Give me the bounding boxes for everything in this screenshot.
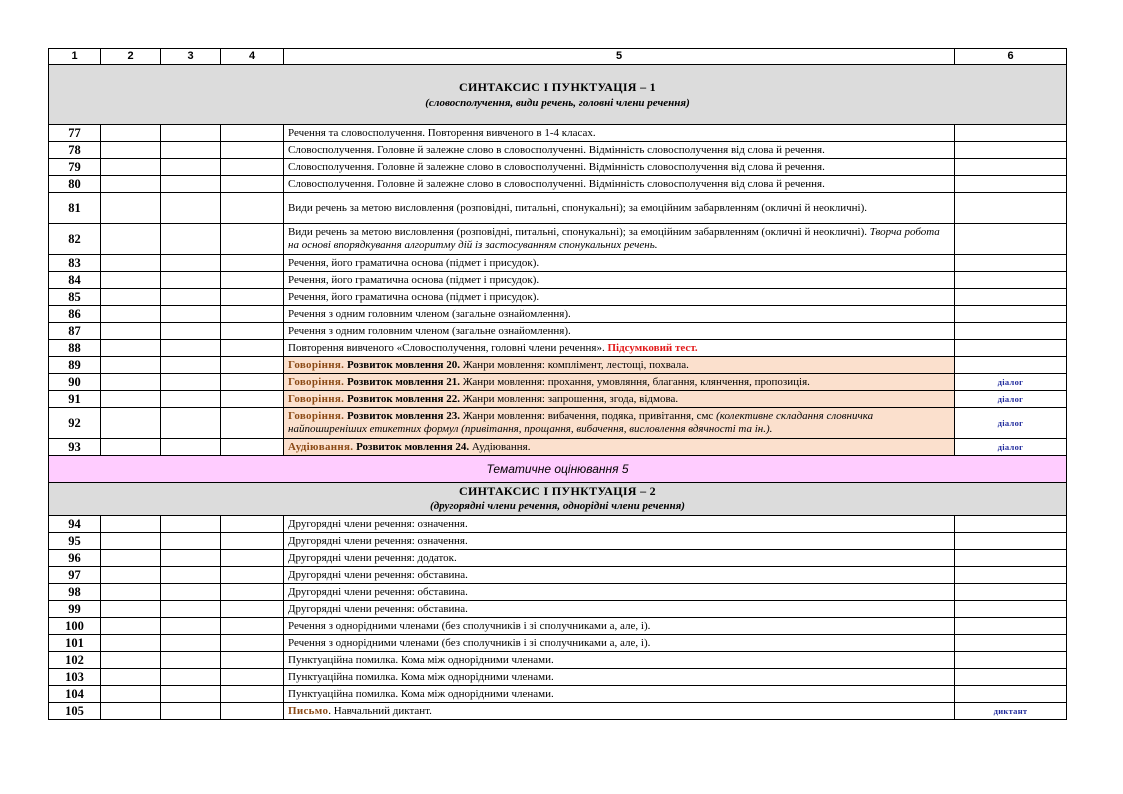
table-row <box>49 159 1067 176</box>
speech-development-label: Розвиток мовлення 20. <box>346 358 460 371</box>
lesson-topic <box>284 340 955 357</box>
lesson-number: 95 <box>49 533 101 550</box>
empty-cell <box>221 340 284 357</box>
empty-cell <box>101 703 161 720</box>
lesson-topic: Речення з однорідними членами (без сполучників і зі сполучниками а, але, і). <box>284 635 955 652</box>
empty-cell <box>161 374 221 391</box>
activity-type: Аудіювання. <box>288 440 354 453</box>
empty-cell <box>161 193 221 224</box>
empty-cell <box>221 306 284 323</box>
lesson-topic: Словосполучення. Головне й залежне слово в словосполученні. Відмінність словосполучення від слова й речення. <box>284 176 955 193</box>
table-row <box>49 686 1067 703</box>
notes-cell <box>955 584 1067 601</box>
lesson-number: 93 <box>49 439 101 456</box>
lesson-topic <box>284 224 955 255</box>
empty-cell <box>221 374 284 391</box>
topic-text: Жанри мовлення: прохання, умовляння, благання, клянчення, пропозиція. <box>462 375 810 388</box>
thematic-assessment: Тематичне оцінювання 5 <box>49 456 1067 483</box>
lesson-number: 84 <box>49 272 101 289</box>
lesson-number: 102 <box>49 652 101 669</box>
notes-cell <box>955 669 1067 686</box>
curriculum-table <box>48 48 1067 720</box>
lesson-topic <box>284 391 955 408</box>
header-row <box>49 49 1067 65</box>
lesson-number: 91 <box>49 391 101 408</box>
topic-italic: (колективне складання словничка найпоширеніших етикетних формул (привітання, прощання, вибачення, висловлення вдячності та ін.). <box>288 410 874 435</box>
section-title: СИНТАКСИС І ПУНКТУАЦІЯ – 1 <box>459 79 656 94</box>
notes-cell <box>955 272 1067 289</box>
empty-cell <box>161 255 221 272</box>
column-header: 3 <box>161 49 221 65</box>
notes-cell <box>955 601 1067 618</box>
empty-cell <box>221 193 284 224</box>
lesson-topic <box>284 703 955 720</box>
empty-cell <box>101 340 161 357</box>
section-subtitle: (словосполучення, види речень, головні члени речення) <box>425 96 690 109</box>
table-row <box>49 323 1067 340</box>
table-row <box>49 374 1067 391</box>
table-row <box>49 533 1067 550</box>
lesson-topic: Другорядні члени речення: означення. <box>284 533 955 550</box>
notes-cell <box>955 357 1067 374</box>
empty-cell <box>221 289 284 306</box>
empty-cell <box>221 357 284 374</box>
table-row <box>49 635 1067 652</box>
section-title: СИНТАКСИС І ПУНКТУАЦІЯ – 2 <box>459 484 656 498</box>
empty-cell <box>101 193 161 224</box>
empty-cell <box>101 686 161 703</box>
table-row <box>49 567 1067 584</box>
table-row <box>49 439 1067 456</box>
topic-text: Види речень за метою висловлення (розповідні, питальні, спонукальні); за емоційним забарвленням (окличні й неокличні). <box>288 226 868 238</box>
empty-cell <box>161 408 221 439</box>
lesson-topic <box>284 374 955 391</box>
lesson-number: 101 <box>49 635 101 652</box>
empty-cell <box>101 439 161 456</box>
empty-cell <box>161 533 221 550</box>
empty-cell <box>221 142 284 159</box>
empty-cell <box>161 618 221 635</box>
empty-cell <box>101 159 161 176</box>
lesson-number: 99 <box>49 601 101 618</box>
table-row <box>49 255 1067 272</box>
empty-cell <box>161 601 221 618</box>
empty-cell <box>101 391 161 408</box>
lesson-number: 81 <box>49 193 101 224</box>
lesson-topic: Речення та словосполучення. Повторення вивченого в 1-4 класах. <box>284 125 955 142</box>
table-row <box>49 408 1067 439</box>
lesson-number: 77 <box>49 125 101 142</box>
empty-cell <box>221 159 284 176</box>
activity-type: Говоріння. <box>288 358 345 371</box>
lesson-topic: Другорядні члени речення: обставина. <box>284 601 955 618</box>
notes-cell: діалог <box>955 391 1067 408</box>
lesson-number: 94 <box>49 516 101 533</box>
empty-cell <box>161 289 221 306</box>
table-row <box>49 176 1067 193</box>
empty-cell <box>161 272 221 289</box>
empty-cell <box>101 357 161 374</box>
section-header-row <box>49 65 1067 125</box>
notes-cell <box>955 618 1067 635</box>
notes-cell <box>955 516 1067 533</box>
lesson-number: 79 <box>49 159 101 176</box>
section-header <box>49 483 1067 516</box>
activity-type: Говоріння. <box>288 392 345 405</box>
empty-cell <box>101 516 161 533</box>
lesson-number: 103 <box>49 669 101 686</box>
notes-cell <box>955 652 1067 669</box>
lesson-topic <box>284 439 955 456</box>
empty-cell <box>161 550 221 567</box>
empty-cell <box>221 125 284 142</box>
empty-cell <box>221 567 284 584</box>
table-row <box>49 193 1067 224</box>
lesson-topic: Речення з одним головним членом (загальне ознайомлення). <box>284 323 955 340</box>
table-row <box>49 306 1067 323</box>
lesson-number: 90 <box>49 374 101 391</box>
empty-cell <box>161 142 221 159</box>
empty-cell <box>101 176 161 193</box>
table-row <box>49 618 1067 635</box>
notes-cell <box>955 550 1067 567</box>
empty-cell <box>221 323 284 340</box>
table-row <box>49 703 1067 720</box>
empty-cell <box>161 340 221 357</box>
empty-cell <box>221 652 284 669</box>
lesson-number: 89 <box>49 357 101 374</box>
lesson-number: 88 <box>49 340 101 357</box>
lesson-topic: Речення з однорідними членами (без сполучників і зі сполучниками а, але, і). <box>284 618 955 635</box>
column-header: 4 <box>221 49 284 65</box>
empty-cell <box>161 584 221 601</box>
notes-cell <box>955 142 1067 159</box>
lesson-number: 82 <box>49 224 101 255</box>
notes-cell <box>955 224 1067 255</box>
notes-cell <box>955 125 1067 142</box>
lesson-topic: Види речень за метою висловлення (розповідні, питальні, спонукальні); за емоційним забарвленням (окличні й неокличні). <box>284 193 955 224</box>
lesson-topic <box>284 408 955 439</box>
empty-cell <box>101 374 161 391</box>
empty-cell <box>221 176 284 193</box>
lesson-topic: Другорядні члени речення: обставина. <box>284 584 955 601</box>
notes-cell <box>955 635 1067 652</box>
empty-cell <box>221 439 284 456</box>
topic-text: Повторення вивченого «Словосполучення, головні члени речення». <box>288 341 605 354</box>
lesson-number: 83 <box>49 255 101 272</box>
empty-cell <box>161 125 221 142</box>
empty-cell <box>221 635 284 652</box>
empty-cell <box>161 686 221 703</box>
speech-development-label: Розвиток мовлення 21. <box>346 375 460 388</box>
lesson-topic: Речення, його граматична основа (підмет і присудок). <box>284 289 955 306</box>
empty-cell <box>101 224 161 255</box>
topic-text: . Навчальний диктант. <box>328 704 432 717</box>
empty-cell <box>161 652 221 669</box>
thematic-assessment-row <box>49 456 1067 483</box>
empty-cell <box>101 289 161 306</box>
empty-cell <box>161 159 221 176</box>
lesson-topic: Словосполучення. Головне й залежне слово в словосполученні. Відмінність словосполучення від слова й речення. <box>284 142 955 159</box>
empty-cell <box>101 306 161 323</box>
notes-cell <box>955 159 1067 176</box>
lesson-topic: Словосполучення. Головне й залежне слово в словосполученні. Відмінність словосполучення від слова й речення. <box>284 159 955 176</box>
empty-cell <box>221 584 284 601</box>
section-header-row <box>49 483 1067 516</box>
empty-cell <box>161 703 221 720</box>
notes-cell <box>955 289 1067 306</box>
empty-cell <box>101 142 161 159</box>
empty-cell <box>161 669 221 686</box>
lesson-number: 92 <box>49 408 101 439</box>
notes-cell <box>955 533 1067 550</box>
table-row <box>49 391 1067 408</box>
empty-cell <box>161 439 221 456</box>
table-row <box>49 340 1067 357</box>
lesson-number: 85 <box>49 289 101 306</box>
activity-type: Говоріння. <box>288 410 345 422</box>
table-row <box>49 669 1067 686</box>
topic-text: Жанри мовлення: вибачення, подяка, привітання, смс <box>462 410 714 422</box>
empty-cell <box>101 323 161 340</box>
empty-cell <box>101 618 161 635</box>
lesson-topic: Речення з одним головним членом (загальне ознайомлення). <box>284 306 955 323</box>
table-row <box>49 289 1067 306</box>
empty-cell <box>161 306 221 323</box>
lesson-topic: Речення, його граматична основа (підмет і присудок). <box>284 255 955 272</box>
notes-cell: діалог <box>955 439 1067 456</box>
activity-type: Письмо <box>288 704 329 717</box>
empty-cell <box>101 550 161 567</box>
empty-cell <box>101 272 161 289</box>
empty-cell <box>221 550 284 567</box>
column-header: 5 <box>284 49 955 65</box>
lesson-topic <box>284 357 955 374</box>
empty-cell <box>101 635 161 652</box>
empty-cell <box>221 408 284 439</box>
empty-cell <box>221 601 284 618</box>
table-row <box>49 272 1067 289</box>
final-test-label: Підсумковий тест. <box>607 341 698 354</box>
empty-cell <box>161 224 221 255</box>
empty-cell <box>101 652 161 669</box>
table-row <box>49 357 1067 374</box>
empty-cell <box>221 391 284 408</box>
empty-cell <box>221 703 284 720</box>
lesson-topic: Другорядні члени речення: додаток. <box>284 550 955 567</box>
lesson-number: 80 <box>49 176 101 193</box>
lesson-number: 87 <box>49 323 101 340</box>
notes-cell: діалог <box>955 374 1067 391</box>
empty-cell <box>161 323 221 340</box>
lesson-topic: Другорядні члени речення: означення. <box>284 516 955 533</box>
notes-cell <box>955 176 1067 193</box>
notes-cell <box>955 193 1067 224</box>
lesson-topic: Другорядні члени речення: обставина. <box>284 567 955 584</box>
table-row <box>49 224 1067 255</box>
empty-cell <box>161 391 221 408</box>
lesson-topic: Пунктуаційна помилка. Кома між однорідними членами. <box>284 686 955 703</box>
empty-cell <box>161 357 221 374</box>
table-row <box>49 584 1067 601</box>
notes-cell: диктант <box>955 703 1067 720</box>
lesson-topic: Пунктуаційна помилка. Кома між однорідними членами. <box>284 652 955 669</box>
lesson-number: 105 <box>49 703 101 720</box>
empty-cell <box>221 272 284 289</box>
empty-cell <box>101 584 161 601</box>
table-row <box>49 125 1067 142</box>
lesson-number: 86 <box>49 306 101 323</box>
column-header: 6 <box>955 49 1067 65</box>
empty-cell <box>101 533 161 550</box>
empty-cell <box>101 567 161 584</box>
empty-cell <box>161 176 221 193</box>
lesson-number: 100 <box>49 618 101 635</box>
table-row <box>49 550 1067 567</box>
table-row <box>49 142 1067 159</box>
notes-cell <box>955 255 1067 272</box>
table-row <box>49 652 1067 669</box>
activity-type: Говоріння. <box>288 375 345 388</box>
empty-cell <box>161 516 221 533</box>
lesson-number: 96 <box>49 550 101 567</box>
section-subtitle: (другорядні члени речення, однорідні члени речення) <box>430 500 685 512</box>
empty-cell <box>221 686 284 703</box>
empty-cell <box>161 635 221 652</box>
lesson-number: 104 <box>49 686 101 703</box>
empty-cell <box>101 408 161 439</box>
empty-cell <box>221 224 284 255</box>
empty-cell <box>101 601 161 618</box>
lesson-topic: Речення, його граматична основа (підмет і присудок). <box>284 272 955 289</box>
notes-cell <box>955 340 1067 357</box>
empty-cell <box>161 567 221 584</box>
lesson-number: 78 <box>49 142 101 159</box>
empty-cell <box>221 516 284 533</box>
empty-cell <box>221 618 284 635</box>
speech-development-label: Розвиток мовлення 23. <box>346 410 460 422</box>
topic-text: Жанри мовлення: комплімент, лестощі, похвала. <box>462 358 689 371</box>
lesson-topic: Пунктуаційна помилка. Кома між однорідними членами. <box>284 669 955 686</box>
notes-cell: діалог <box>955 408 1067 439</box>
topic-text: Аудіювання. <box>471 440 531 453</box>
column-header: 1 <box>49 49 101 65</box>
lesson-number: 98 <box>49 584 101 601</box>
notes-cell <box>955 323 1067 340</box>
column-header: 2 <box>101 49 161 65</box>
speech-development-label: Розвиток мовлення 24. <box>356 440 470 453</box>
table-row <box>49 516 1067 533</box>
lesson-number: 97 <box>49 567 101 584</box>
empty-cell <box>101 125 161 142</box>
topic-text: Жанри мовлення: запрошення, згода, відмова. <box>462 392 679 405</box>
section-header <box>49 65 1067 125</box>
notes-cell <box>955 306 1067 323</box>
notes-cell <box>955 567 1067 584</box>
notes-cell <box>955 686 1067 703</box>
empty-cell <box>221 533 284 550</box>
empty-cell <box>221 669 284 686</box>
empty-cell <box>221 255 284 272</box>
speech-development-label: Розвиток мовлення 22. <box>346 392 460 405</box>
empty-cell <box>101 669 161 686</box>
topic-italic: Творча робота на основі впорядкування алгоритму дій із застосуванням спонукальних речень. <box>288 226 940 251</box>
table-row <box>49 601 1067 618</box>
empty-cell <box>101 255 161 272</box>
